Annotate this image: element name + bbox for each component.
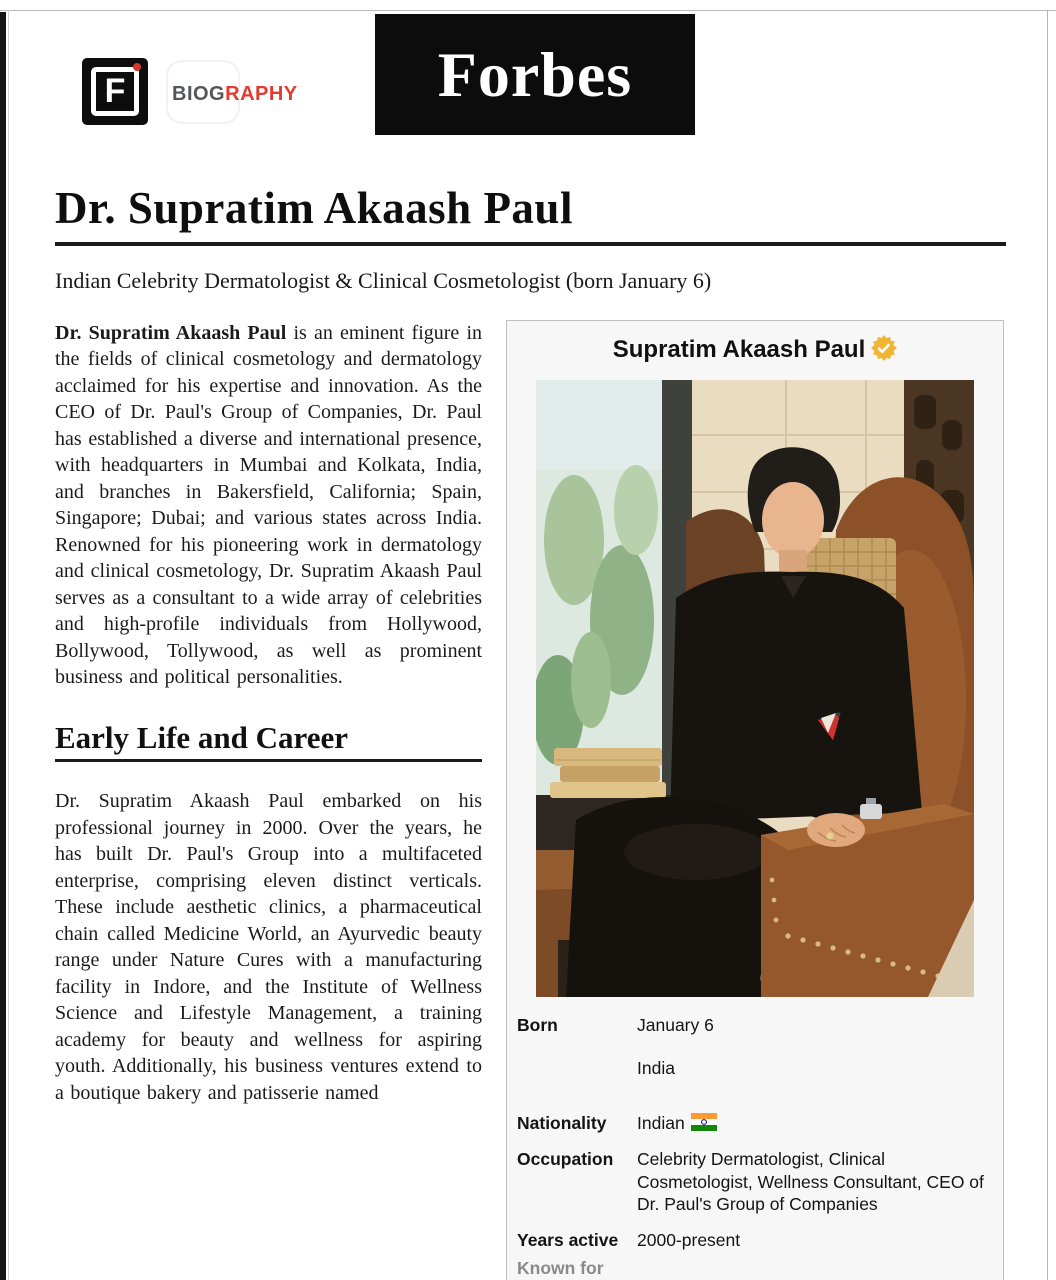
portrait-photo [536,380,974,1002]
born-date: January 6 [637,1014,714,1035]
article-content [55,184,1006,1280]
page-frame-left [8,10,9,1280]
header [0,0,1056,150]
infobox-rows [517,1014,993,1280]
title-rule [55,242,1006,246]
forbes-wordmark: Forbes [437,38,633,110]
biography-wordmark: BIOGRAPHY [172,83,298,105]
article-column [55,320,482,1107]
page-left-edge [0,12,6,1280]
section-heading-early-life: Early Life and Career [55,725,482,763]
born-place: India [637,1058,675,1079]
intro-paragraph: Dr. Supratim Akaash Paul is an eminent figure in the fields of clinical cosmetology and dermatology acclaimed for his expertise and innovation. As the CEO of Dr. Paul's Group of Companies, Dr. Paul has established a diverse and international presence, with headquarters in Mumbai and Kolkata, India, and branches in Bakersfield, California; Spain, Singapore; Dubai; and various states across India. Renowned for his pioneering work in dermatology and clinical cosmetology, Dr. Supratim Akaash Paul serves as a consultant to a wide array of celebrities and high-profile individuals from Hollywood, Bollywood, Tollywood, as well as prominent business and political personalities. [55,321,482,688]
biography-f-letter: F [104,72,126,110]
infobox-row-nationality: Nationality Indian [517,1112,993,1137]
india-flag-icon [691,1113,717,1137]
infobox-title: Supratim Akaash Paul [517,335,993,368]
page-frame-right [1047,10,1048,1280]
early-life-paragraph: Dr. Supratim Akaash Paul embarked on his professional journey in 2000. Over the years, he has built Dr. Paul's Group into a multifaceted enterprise, comprising eleven distinct verticals. These include aesthetic clinics, a pharmaceutical chain called Medicine World, an Ayurvedic beauty range under Nature Cures with a manufacturing facility in Indore, and the Institute of Wellness Science and Lifestyle Management, a training academy for beauty and wellness for aspiring youth. Additionally, his business ventures extend to a boutique bakery and patisserie named [55,790,482,1104]
gold-verified-badge-icon [871,335,897,368]
infobox-row-known-for-partial: Known for [517,1257,604,1278]
biography-red-dot-icon [133,63,141,71]
infobox [506,320,1004,1280]
infobox-row-occupation: Occupation Celebrity Dermatologist, Clinical Cosmetologist, Wellness Consultant, CEO of Dr. Paul's Group of Companies [517,1148,984,1215]
infobox-row-born: Born January 6 India [517,1014,993,1081]
infobox-row-years-active: Years active 2000-present [517,1230,741,1250]
biography-logo [82,58,342,128]
forbes-logo [375,14,695,135]
page-subtitle: Indian Celebrity Dermatologist & Clinical Cosmetologist (born January 6) [55,267,712,293]
biography-f-icon [82,58,148,125]
page-title: Dr. Supratim Akaash Paul [55,183,573,233]
